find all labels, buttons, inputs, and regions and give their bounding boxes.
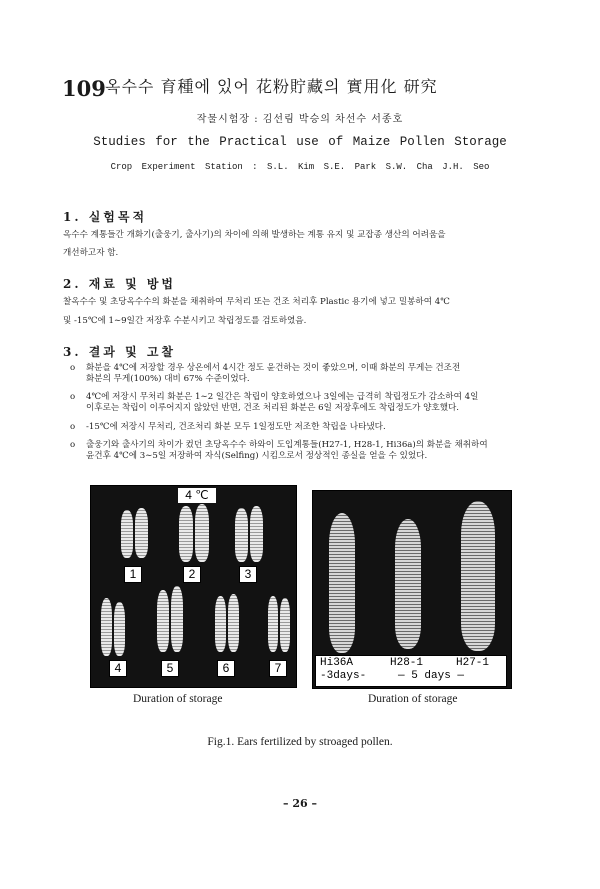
corn-ear bbox=[461, 501, 495, 651]
corn-ear bbox=[329, 513, 355, 653]
ear-number-label: 7 bbox=[269, 660, 287, 677]
corn-ear bbox=[121, 510, 133, 558]
bullet-mark: o bbox=[70, 363, 76, 373]
bullet-line: 화분의 무게(100%) 대비 67% 수준이었다. bbox=[86, 374, 250, 384]
bullet-line: -15℃에 저장시 무처리, 건조처리 화분 모두 1일정도만 저조한 착립을 나타냈다. bbox=[86, 422, 386, 432]
hybrid-label: H27-1 bbox=[456, 657, 490, 669]
ear-number-label: 5 bbox=[161, 660, 179, 677]
figure-caption: Fig.1. Ears fertilized by stroaged pollen. bbox=[207, 736, 393, 748]
result-bullet bbox=[70, 440, 550, 464]
corn-ear bbox=[268, 596, 278, 652]
bullet-line: 화분을 4℃에 저장할 경우 상온에서 4시간 정도 윤건하는 것이 좋았으며, 이때 화분의 무게는 건조전 bbox=[86, 363, 461, 373]
ear-number-label: 3 bbox=[239, 566, 257, 583]
photo-hawaii-lines bbox=[312, 490, 512, 689]
corn-ear bbox=[171, 586, 183, 652]
corn-ear bbox=[101, 598, 112, 656]
section-heading-methods: 2. 재료 및 방법 bbox=[63, 277, 177, 291]
section-text-line: 찰옥수수 및 초당옥수수의 화분을 채취하여 무처리 또는 건조 처리후 Plastic 용기에 넣고 밀봉하여 4℃ bbox=[63, 297, 450, 307]
bullet-line: 출웅기와 출사기의 차이가 컸던 초당옥수수 하와이 도입계통들(H27-1, H28-1, Hi36a)의 화분을 채취하여 bbox=[86, 440, 488, 450]
paper-title: 옥수수 育種에 있어 花粉貯藏의 實用化 研究 bbox=[105, 77, 438, 96]
section-text-line: 및 -15℃에 1∼9일간 저장후 수분시키고 착립정도를 검토하였음. bbox=[63, 316, 307, 326]
ear-number-label: 1 bbox=[124, 566, 142, 583]
bullet-mark: o bbox=[70, 422, 76, 432]
page-number: – 26 – bbox=[283, 797, 317, 810]
hybrid-label: Hi36A bbox=[320, 657, 354, 669]
ear-number-label: 4 bbox=[109, 660, 127, 677]
result-bullet bbox=[70, 422, 550, 434]
ear-number-label: 2 bbox=[183, 566, 201, 583]
corn-ear bbox=[250, 506, 263, 562]
bullet-line: 윤건후 4℃에 3∼5일 저장하여 자식(Selfing) 시킴으로서 정상적인 종실을 얻을 수 있었다. bbox=[86, 451, 428, 461]
left-photo-caption: Duration of storage bbox=[133, 693, 223, 705]
corn-ear bbox=[179, 506, 193, 562]
result-bullet bbox=[70, 363, 550, 387]
temperature-label: 4 ℃ bbox=[178, 488, 216, 503]
corn-ear bbox=[114, 602, 125, 656]
bullet-line: 이후로는 착립이 이루어지지 않았던 반면, 건조 처리된 화분은 6일 저장후에도 착립정도가 양호했다. bbox=[86, 403, 460, 413]
paper-number: 109 bbox=[62, 76, 106, 101]
corn-ear bbox=[235, 508, 248, 562]
corn-ear bbox=[157, 590, 169, 652]
result-bullet bbox=[70, 392, 550, 416]
hybrid-label: H28-1 bbox=[390, 657, 424, 669]
ear-number-label: 6 bbox=[217, 660, 235, 677]
photo-ears-4c bbox=[90, 485, 297, 688]
corn-ear bbox=[395, 519, 421, 649]
days-label: -3days- bbox=[320, 670, 367, 682]
authors-korean: 작물시험장 : 김선림 박승의 차선수 서종호 bbox=[196, 114, 404, 125]
section-heading-results: 3. 결과 및 고찰 bbox=[63, 345, 177, 359]
corn-ear bbox=[135, 508, 148, 558]
hybrid-label-box bbox=[315, 655, 507, 687]
paper-title-english: Studies for the Practical use of Maize Pollen Storage bbox=[93, 135, 507, 149]
bullet-line: 4℃에 저장시 무처리 화분은 1∼2 일간은 착립이 양호하였으나 3일에는 급격히 착립정도가 감소하여 4일 bbox=[86, 392, 479, 402]
section-text-line: 개선하고자 함. bbox=[63, 248, 119, 258]
section-heading-purpose: 1. 실험목적 bbox=[63, 210, 148, 224]
corn-ear bbox=[215, 596, 226, 652]
bullet-mark: o bbox=[70, 392, 76, 402]
bullet-mark: o bbox=[70, 440, 76, 450]
authors-english: Crop Experiment Station : S.L. Kim S.E. Park S.W. Cha J.H. Seo bbox=[110, 162, 490, 172]
right-photo-caption: Duration of storage bbox=[368, 693, 458, 705]
corn-ear bbox=[195, 504, 209, 562]
days-label: — 5 days — bbox=[398, 670, 465, 682]
corn-ear bbox=[228, 594, 239, 652]
corn-ear bbox=[280, 598, 290, 652]
section-text-line: 옥수수 계통들간 개화기(출웅기, 출사기)의 차이에 의해 발생하는 계통 유지 및 교잡종 생산의 어려움을 bbox=[63, 230, 446, 240]
